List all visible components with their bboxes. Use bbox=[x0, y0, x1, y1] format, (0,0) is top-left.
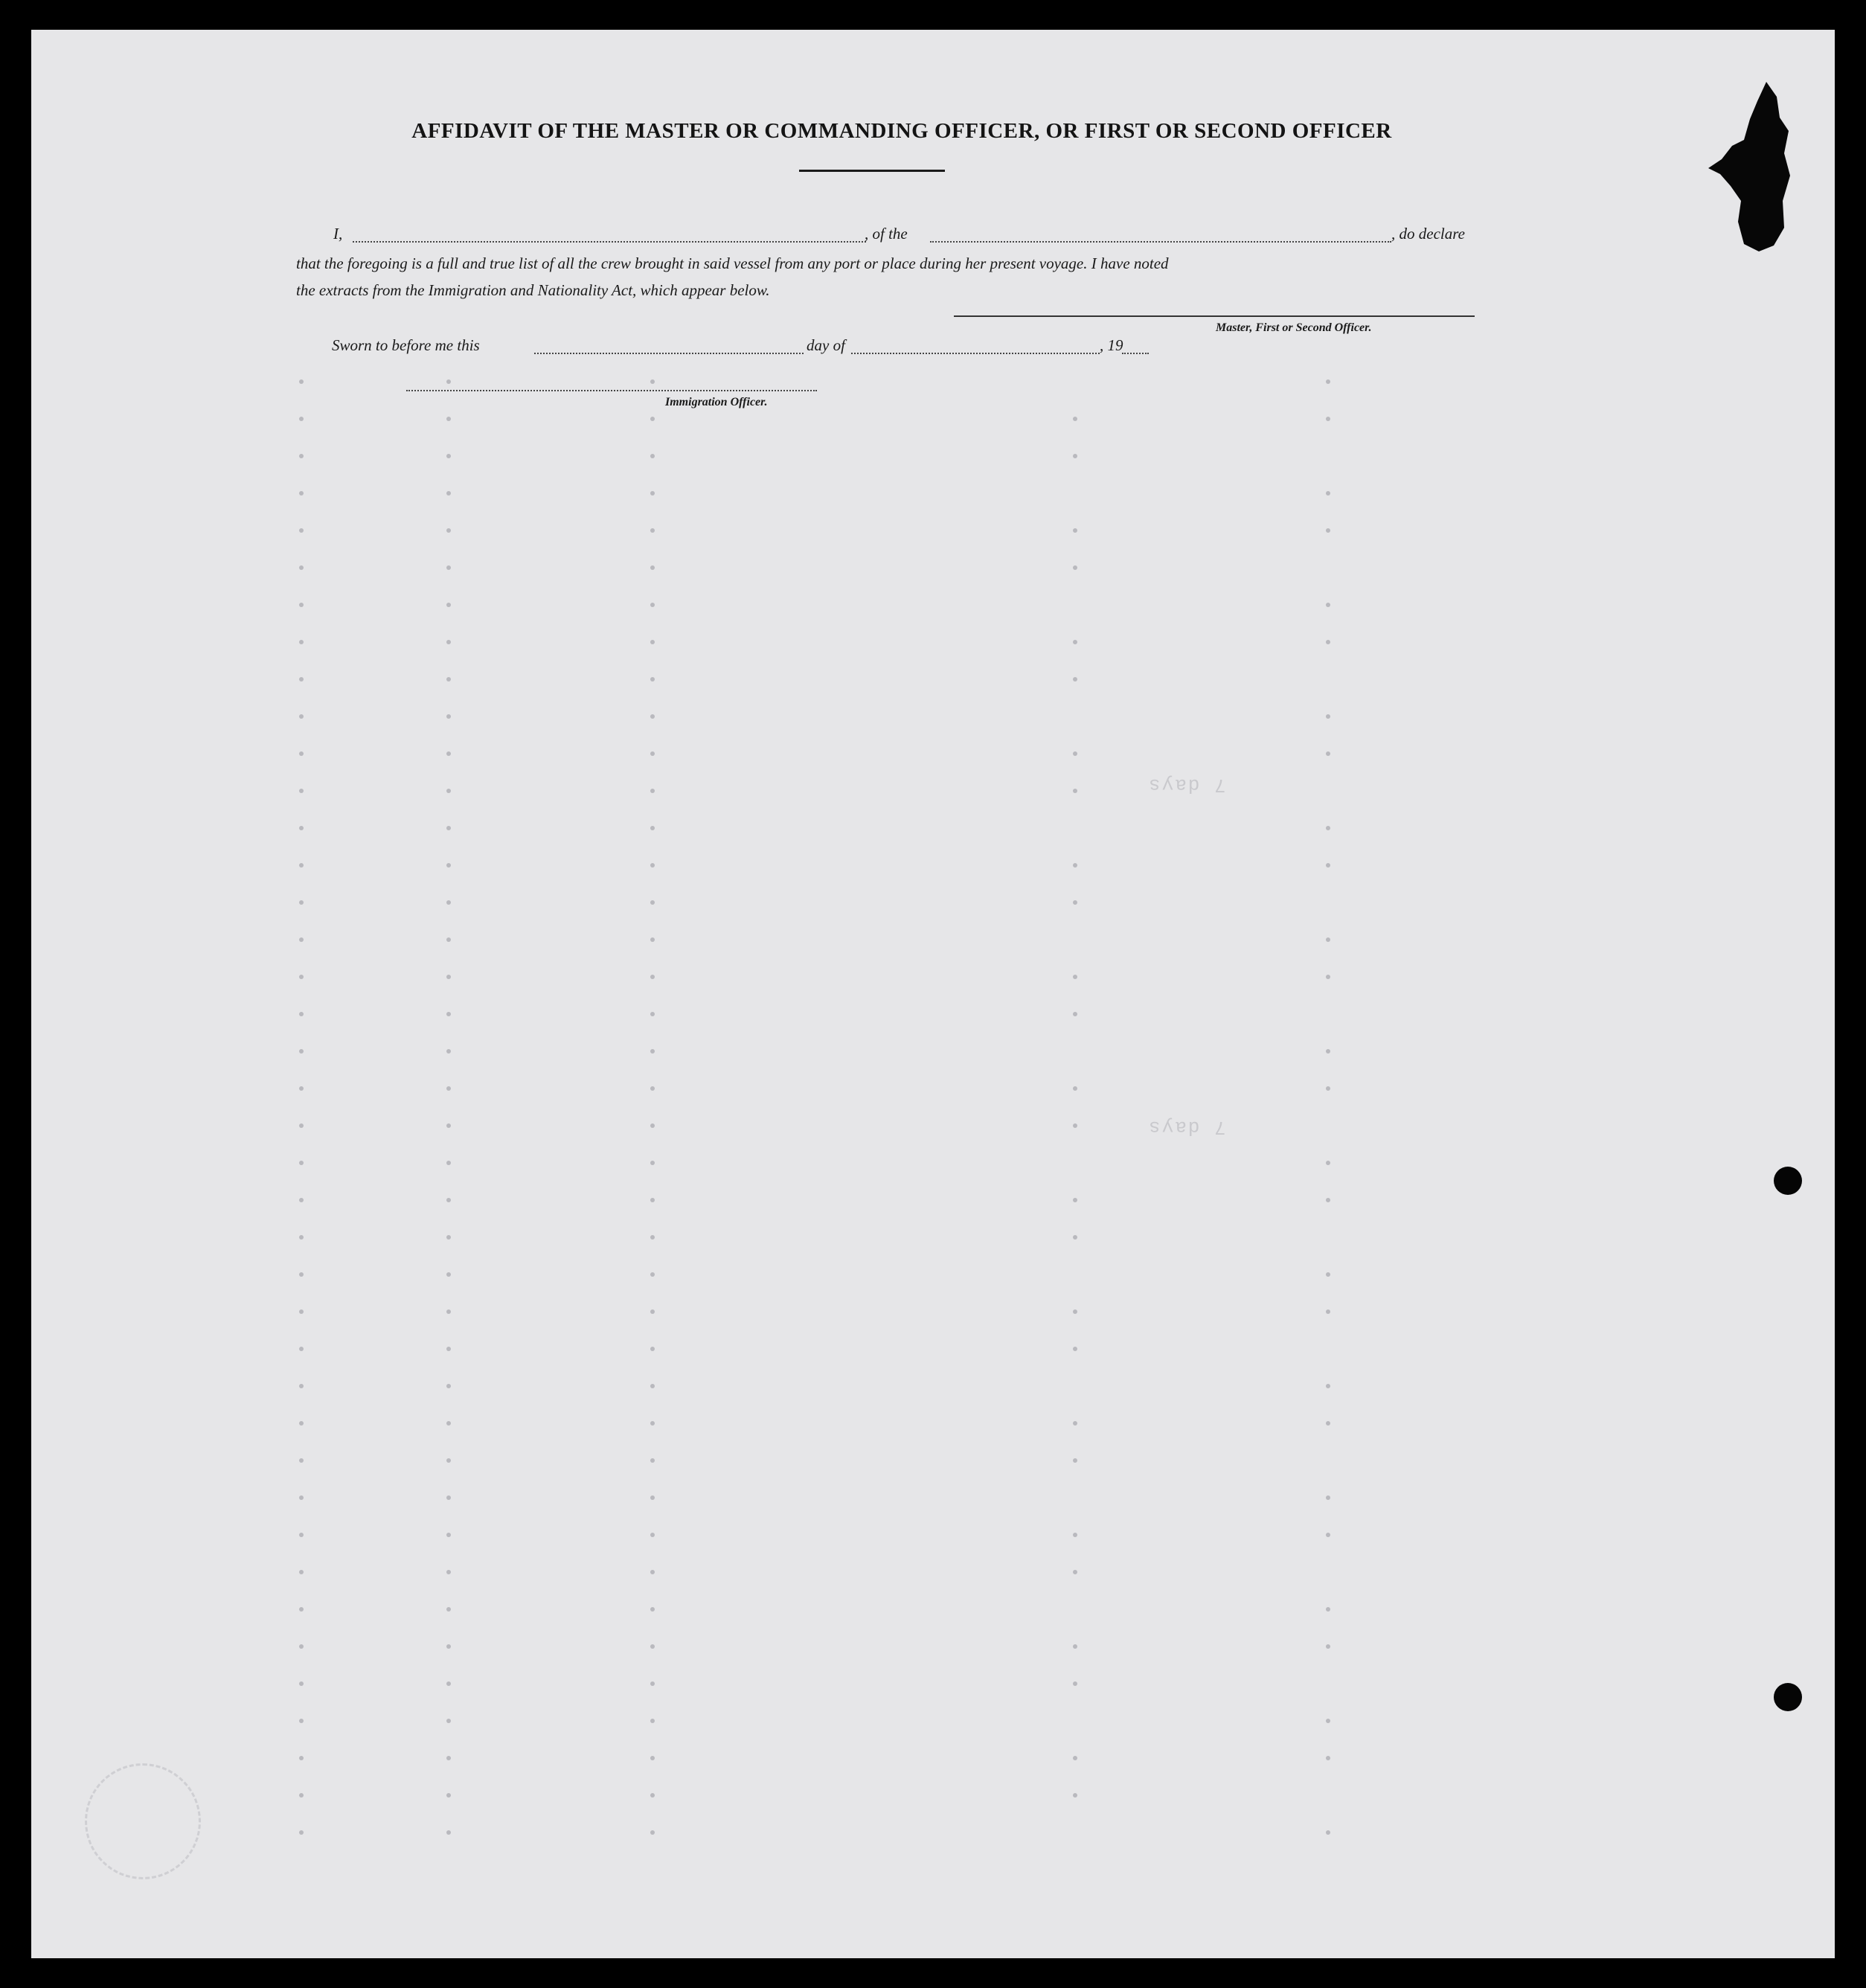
bleedthrough-dot bbox=[1326, 1533, 1330, 1537]
bleedthrough-dot bbox=[1326, 1384, 1330, 1388]
bleedthrough-dot bbox=[299, 454, 304, 458]
bleedthrough-dot bbox=[1073, 677, 1077, 682]
name-field[interactable] bbox=[353, 241, 866, 243]
bleedthrough-dot bbox=[446, 640, 451, 644]
year-label: , 19 bbox=[1100, 336, 1123, 354]
bleedthrough-dot bbox=[446, 1049, 451, 1054]
bleedthrough-dot bbox=[446, 1421, 451, 1426]
bleedthrough-dot bbox=[1073, 1235, 1077, 1240]
sworn-month-field[interactable] bbox=[851, 353, 1100, 354]
do-declare-label: , do declare bbox=[1391, 225, 1465, 243]
bleedthrough-dot bbox=[650, 379, 655, 384]
bleedthrough-dot bbox=[299, 1347, 304, 1351]
bleedthrough-dot bbox=[446, 1756, 451, 1760]
bleedthrough-dot bbox=[1326, 417, 1330, 421]
bleedthrough-dot bbox=[650, 1161, 655, 1165]
bleedthrough-dot bbox=[299, 714, 304, 719]
bleedthrough-dot bbox=[1326, 1049, 1330, 1054]
bleedthrough-dot bbox=[446, 565, 451, 570]
immigration-officer-signature-line[interactable] bbox=[406, 390, 817, 391]
bleedthrough-dot bbox=[1073, 1198, 1077, 1202]
bleedthrough-dot bbox=[446, 900, 451, 905]
bleedthrough-dot bbox=[299, 1049, 304, 1054]
bleedthrough-dot bbox=[446, 1309, 451, 1314]
bleedthrough-dot bbox=[299, 379, 304, 384]
bleedthrough-dot bbox=[1073, 1123, 1077, 1128]
bleedthrough-dot bbox=[650, 714, 655, 719]
bleedthrough-dot bbox=[299, 1161, 304, 1165]
bleedthrough-dot bbox=[1073, 1644, 1077, 1649]
bleedthrough-dot bbox=[446, 1123, 451, 1128]
bleedthrough-dot bbox=[299, 751, 304, 756]
bleedthrough-dot bbox=[1073, 640, 1077, 644]
bleedthrough-dot bbox=[299, 789, 304, 793]
sworn-label: Sworn to before me this bbox=[332, 336, 480, 354]
bleedthrough-dot bbox=[1326, 1644, 1330, 1649]
bleedthrough-dot bbox=[650, 1533, 655, 1537]
bleedthrough-dot bbox=[650, 1644, 655, 1649]
bleedthrough-dot bbox=[299, 1681, 304, 1686]
bleedthrough-dot bbox=[446, 1793, 451, 1798]
bleedthrough-dot bbox=[650, 1421, 655, 1426]
bleedthrough-dot bbox=[446, 1719, 451, 1723]
bleedthrough-dot bbox=[650, 900, 655, 905]
i-label: I, bbox=[333, 225, 343, 243]
bleedthrough-dot bbox=[446, 826, 451, 830]
bleedthrough-dot bbox=[1326, 1495, 1330, 1500]
bleedthrough-dot bbox=[1073, 1681, 1077, 1686]
bleedthrough-dot bbox=[1326, 1161, 1330, 1165]
bleedthrough-dot bbox=[650, 1384, 655, 1388]
bleedthrough-dot bbox=[1073, 900, 1077, 905]
bleedthrough-dot bbox=[650, 863, 655, 868]
bleedthrough-dot bbox=[446, 1458, 451, 1463]
bleedthrough-dot bbox=[1326, 863, 1330, 868]
master-signature-line[interactable] bbox=[954, 315, 1475, 317]
bleedthrough-dot bbox=[446, 528, 451, 533]
bleedthrough-dot bbox=[650, 1830, 655, 1835]
bleedthrough-dot bbox=[650, 1495, 655, 1500]
vessel-field[interactable] bbox=[930, 241, 1391, 243]
bleedthrough-dot bbox=[650, 528, 655, 533]
bleedthrough-dot bbox=[1073, 1012, 1077, 1016]
bleedthrough-dot bbox=[1326, 714, 1330, 719]
bleedthrough-dot bbox=[1326, 491, 1330, 496]
bleedthrough-dot bbox=[299, 863, 304, 868]
bleedthrough-dot bbox=[1326, 1719, 1330, 1723]
bleedthrough-dot bbox=[1073, 863, 1077, 868]
affidavit-title: AFFIDAVIT OF THE MASTER OR COMMANDING OFFICER, OR FIRST OR SECOND OFFICER bbox=[411, 119, 1392, 143]
punch-hole bbox=[1774, 1683, 1802, 1711]
torn-corner-icon bbox=[1705, 82, 1809, 268]
of-the-label: , of the bbox=[865, 225, 908, 243]
bleedthrough-dot bbox=[1326, 1421, 1330, 1426]
bleedthrough-dot bbox=[299, 1123, 304, 1128]
bleedthrough-dot bbox=[299, 1830, 304, 1835]
bleedthrough-dot bbox=[299, 1756, 304, 1760]
bleedthrough-dot bbox=[1326, 1272, 1330, 1277]
bleedthrough-dot bbox=[650, 1458, 655, 1463]
bleedthrough-dot bbox=[446, 603, 451, 607]
bleedthrough-dot bbox=[446, 1681, 451, 1686]
bleedthrough-dot bbox=[299, 565, 304, 570]
sworn-day-field[interactable] bbox=[534, 353, 804, 354]
bleedthrough-dot bbox=[650, 1607, 655, 1612]
bleedthrough-dot bbox=[1073, 1347, 1077, 1351]
bleedthrough-dot bbox=[446, 1272, 451, 1277]
document-page bbox=[31, 30, 1835, 1958]
bleedthrough-dot bbox=[446, 789, 451, 793]
bleedthrough-dot bbox=[446, 1570, 451, 1574]
bleedthrough-dot bbox=[650, 1756, 655, 1760]
bleedthrough-dot bbox=[650, 789, 655, 793]
master-signature-caption: Master, First or Second Officer. bbox=[1216, 321, 1372, 334]
bleedthrough-dot bbox=[299, 975, 304, 979]
bleedthrough-dot bbox=[1326, 751, 1330, 756]
bleedthrough-dot bbox=[650, 417, 655, 421]
bleedthrough-dot bbox=[1073, 417, 1077, 421]
bleedthrough-dot bbox=[446, 1347, 451, 1351]
bleedthrough-dot bbox=[299, 640, 304, 644]
bleedthrough-dot bbox=[1326, 1198, 1330, 1202]
bleedthrough-dot bbox=[446, 1198, 451, 1202]
bleedthrough-dot bbox=[299, 1235, 304, 1240]
bleedthrough-dot bbox=[650, 1198, 655, 1202]
bleedthrough-dot bbox=[650, 1123, 655, 1128]
bleedthrough-dot bbox=[446, 454, 451, 458]
bleedthrough-dot bbox=[299, 1198, 304, 1202]
bleedthrough-dot bbox=[299, 1607, 304, 1612]
bleedthrough-dot bbox=[299, 900, 304, 905]
bleedthrough-dot bbox=[299, 1272, 304, 1277]
bleedthrough-dot bbox=[1073, 1533, 1077, 1537]
bleedthrough-dot bbox=[299, 937, 304, 942]
sworn-year-field[interactable] bbox=[1122, 353, 1149, 354]
title-underline bbox=[799, 170, 945, 172]
bleedthrough-dot bbox=[1326, 937, 1330, 942]
bleedthrough-dot bbox=[446, 1161, 451, 1165]
punch-hole bbox=[1774, 1167, 1802, 1195]
bleedthrough-dot bbox=[1073, 454, 1077, 458]
bleedthrough-dot bbox=[650, 1235, 655, 1240]
bleedthrough-dot bbox=[446, 863, 451, 868]
bleedthrough-dot bbox=[446, 1235, 451, 1240]
bleedthrough-dot bbox=[446, 1644, 451, 1649]
bleedthrough-dot bbox=[299, 826, 304, 830]
bleedthrough-dot bbox=[446, 491, 451, 496]
affidavit-body-line: that the foregoing is a full and true list of all the crew brought in said vessel from any port or place during her present voyage. I have noted bbox=[296, 254, 1169, 272]
bleedthrough-dot bbox=[650, 937, 655, 942]
bleedthrough-dot bbox=[1073, 1086, 1077, 1091]
bleedthrough-dot bbox=[650, 1272, 655, 1277]
bleedthrough-dot bbox=[446, 975, 451, 979]
bleedthrough-dot bbox=[299, 1309, 304, 1314]
bleedthrough-dot bbox=[1073, 1793, 1077, 1798]
bleedthrough-dot bbox=[299, 1384, 304, 1388]
bleedthrough-dot bbox=[299, 1644, 304, 1649]
bleedthrough-dot bbox=[650, 1012, 655, 1016]
faint-stamp bbox=[85, 1763, 201, 1879]
bleedthrough-dot bbox=[650, 975, 655, 979]
affidavit-body-line: the extracts from the Immigration and Nationality Act, which appear below. bbox=[296, 281, 770, 299]
bleedthrough-dot bbox=[1326, 1830, 1330, 1835]
bleedthrough-dot bbox=[299, 1421, 304, 1426]
bleedthrough-dot bbox=[1073, 528, 1077, 533]
bleedthrough-dot bbox=[1073, 975, 1077, 979]
bleedthrough-dot bbox=[1326, 528, 1330, 533]
bleedthrough-dot bbox=[299, 1495, 304, 1500]
bleedthrough-dot bbox=[299, 1012, 304, 1016]
bleedthrough-dot bbox=[1326, 975, 1330, 979]
bleedthrough-dot bbox=[299, 528, 304, 533]
bleedthrough-dot bbox=[1326, 603, 1330, 607]
bleedthrough-dot bbox=[299, 1570, 304, 1574]
bleedthrough-dot bbox=[446, 1495, 451, 1500]
bleedthrough-dot bbox=[650, 1719, 655, 1723]
bleedthrough-dot bbox=[1073, 1458, 1077, 1463]
bleedthrough-dot bbox=[446, 379, 451, 384]
bleedthrough-dot bbox=[1326, 1086, 1330, 1091]
bleedthrough-dot bbox=[1326, 379, 1330, 384]
bleedthrough-dot bbox=[650, 1681, 655, 1686]
bleedthrough-dot bbox=[446, 1830, 451, 1835]
bleedthrough-dot bbox=[650, 677, 655, 682]
bleedthrough-dot bbox=[299, 603, 304, 607]
bleedthrough-dot bbox=[650, 491, 655, 496]
bleedthrough-dot bbox=[650, 826, 655, 830]
bleedthrough-dot bbox=[446, 714, 451, 719]
bleedthrough-dot bbox=[1073, 751, 1077, 756]
bleedthrough-dot bbox=[299, 1533, 304, 1537]
bleedthrough-dot bbox=[446, 677, 451, 682]
bleedthrough-dot bbox=[446, 751, 451, 756]
bleedthrough-dot bbox=[650, 454, 655, 458]
bleedthrough-dot bbox=[650, 1570, 655, 1574]
immigration-officer-caption: Immigration Officer. bbox=[665, 396, 768, 408]
bleedthrough-dot bbox=[650, 1309, 655, 1314]
bleedthrough-dot bbox=[446, 1384, 451, 1388]
bleedthrough-dot bbox=[1073, 789, 1077, 793]
bleedthrough-dot bbox=[650, 1049, 655, 1054]
bleedthrough-dot bbox=[650, 1086, 655, 1091]
bleedthrough-dot bbox=[446, 937, 451, 942]
bleedthrough-dot bbox=[446, 1012, 451, 1016]
bleedthrough-dot bbox=[650, 751, 655, 756]
bleedthrough-dot bbox=[299, 1793, 304, 1798]
bleedthrough-dot bbox=[1326, 1756, 1330, 1760]
bleedthrough-dot bbox=[299, 677, 304, 682]
bleedthrough-dot bbox=[1073, 565, 1077, 570]
bleedthrough-dot bbox=[446, 417, 451, 421]
bleedthrough-note: 7 days bbox=[1147, 1116, 1226, 1138]
bleedthrough-dot bbox=[299, 1458, 304, 1463]
bleedthrough-dot bbox=[650, 1347, 655, 1351]
bleedthrough-dot bbox=[650, 1793, 655, 1798]
bleedthrough-dot bbox=[1073, 1421, 1077, 1426]
bleedthrough-dot bbox=[446, 1533, 451, 1537]
bleedthrough-dot bbox=[1326, 640, 1330, 644]
bleedthrough-note: 7 days bbox=[1147, 774, 1226, 796]
day-of-label: day of bbox=[807, 336, 845, 354]
bleedthrough-dot bbox=[299, 417, 304, 421]
bleedthrough-dot bbox=[299, 1719, 304, 1723]
bleedthrough-dot bbox=[446, 1086, 451, 1091]
bleedthrough-dot bbox=[1326, 826, 1330, 830]
bleedthrough-dot bbox=[650, 565, 655, 570]
bleedthrough-dot bbox=[1073, 1309, 1077, 1314]
bleedthrough-dot bbox=[650, 603, 655, 607]
bleedthrough-dot bbox=[299, 1086, 304, 1091]
bleedthrough-dot bbox=[1073, 1756, 1077, 1760]
bleedthrough-dot bbox=[1073, 1570, 1077, 1574]
bleedthrough-dot bbox=[299, 491, 304, 496]
bleedthrough-dot bbox=[650, 640, 655, 644]
bleedthrough-dot bbox=[1326, 1607, 1330, 1612]
bleedthrough-dot bbox=[1326, 1309, 1330, 1314]
bleedthrough-dot bbox=[446, 1607, 451, 1612]
